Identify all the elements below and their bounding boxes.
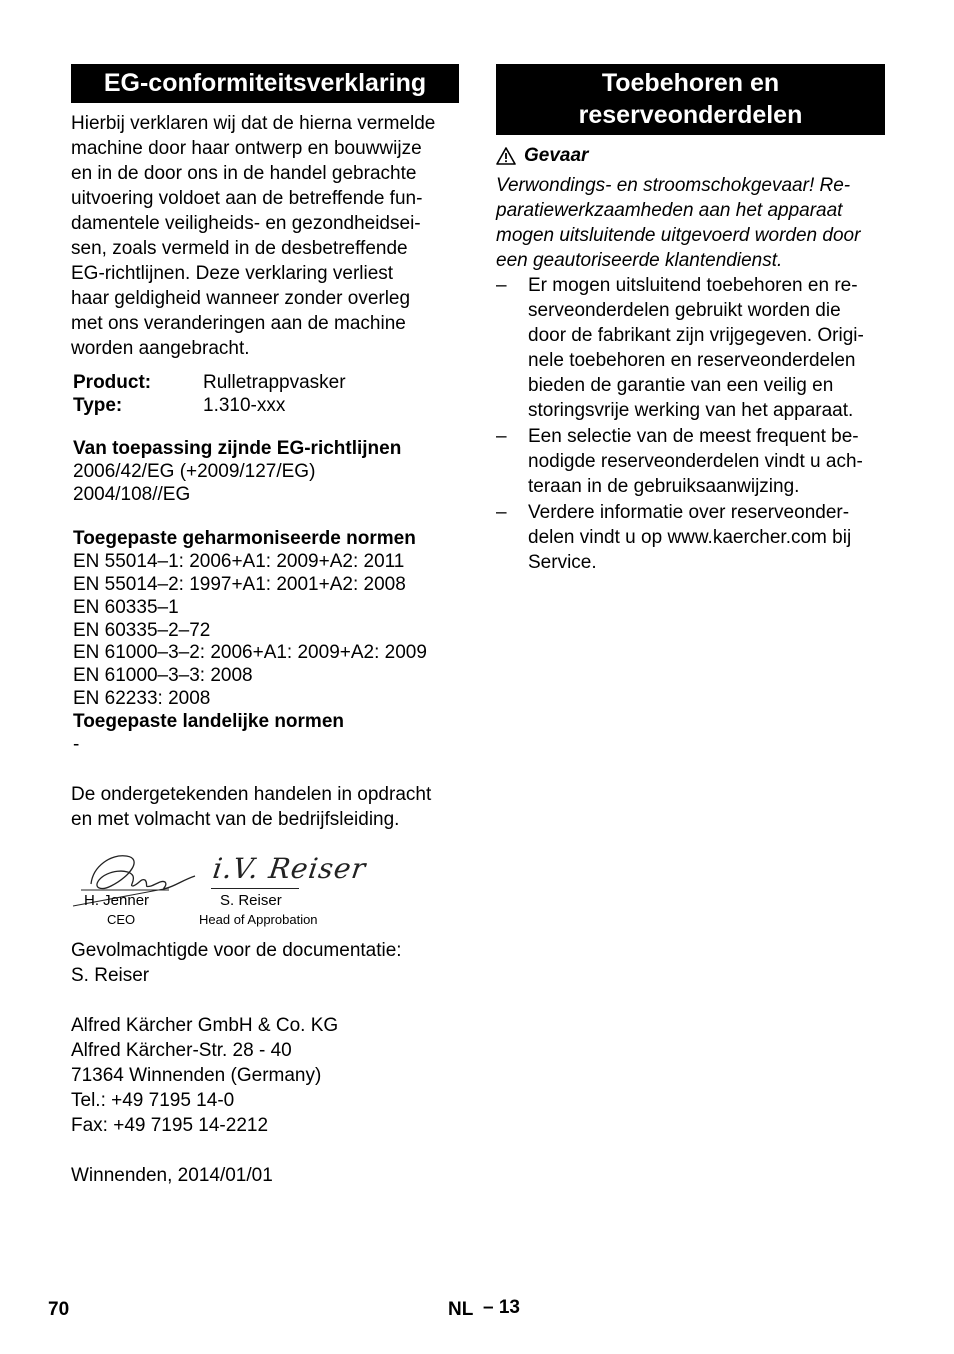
address-line: Alfred Kärcher GmbH & Co. KG (71, 1015, 339, 1037)
documentation-name: S. Reiser (71, 965, 150, 987)
conformity-section (71, 64, 459, 1188)
type-row (73, 394, 459, 417)
signers-statement: De ondergetekenden handelen in opdracht en met volmacht van de bedrijfsleiding. (71, 784, 432, 831)
norm-item: EN 60335–2–72 (73, 619, 211, 641)
product-row (73, 371, 459, 394)
section-page-number: – 13 (483, 1297, 520, 1318)
directive-item: 2006/42/EG (+2009/127/EG) (73, 460, 316, 482)
warning-text: Verwondings- en stroomschokgevaar! Re- paratiewerkzaamheden aan het apparaat mogen uitsluitende uitgevoerd worden door een geautoriseerde klantendienst. (496, 175, 861, 271)
national-norms-title: Toegepaste landelijke normen (73, 710, 345, 732)
norm-item: EN 60335–1 (73, 596, 179, 618)
page-number: 70 (48, 1299, 70, 1320)
warning-triangle-icon (496, 147, 516, 165)
product-value: Rulletrappvasker (203, 372, 346, 393)
signature-reiser: i.V. Reiser (210, 852, 369, 886)
place-date: Winnenden, 2014/01/01 (71, 1165, 273, 1187)
address-line: Tel.: +49 7195 14-0 (71, 1090, 235, 1112)
bullet-marker: – (496, 426, 507, 447)
bullet-marker: – (496, 275, 507, 296)
accessories-heading (496, 64, 885, 135)
signature-line-reiser (211, 888, 299, 889)
signer1-name: H. Jenner (84, 892, 150, 910)
product-label: Product: (73, 372, 152, 393)
signer2-name: S. Reiser (220, 892, 282, 910)
directive-item: 2004/108//EG (73, 483, 191, 505)
national-norms-value: - (73, 733, 80, 755)
conformity-heading: EG-conformiteitsverklaring (71, 64, 459, 103)
type-label: Type: (73, 395, 123, 416)
bullet-marker: – (496, 502, 507, 523)
list-item (496, 424, 885, 499)
list-item (496, 273, 885, 423)
norm-item: EN 61000–3–2: 2006+A1: 2009+A2: 2009 (73, 642, 427, 664)
bullet-list (496, 273, 885, 575)
warning-title-row (496, 143, 885, 168)
norm-item: EN 55014–2: 1997+A1: 2001+A2: 2008 (73, 573, 406, 595)
documentation-label: Gevolmachtigde voor de documentatie: (71, 940, 402, 962)
directives-title: Van toepassing zijnde EG-richtlijnen (73, 438, 402, 459)
language-code: NL (448, 1299, 474, 1320)
norm-item: EN 55014–1: 2006+A1: 2009+A2: 2011 (73, 551, 405, 573)
list-item (496, 500, 885, 575)
address-line: Alfred Kärcher-Str. 28 - 40 (71, 1040, 292, 1062)
bullet-text: Er mogen uitsluitend toebehoren en re- serveonderdelen gebruikt worden die door de fabrikant zijn vrijgegeven. Origi- nele toebehoren en reserveonderdelen bieden de garantie van een veilig en storingsvrije werking van het apparaat. (528, 275, 864, 421)
bullet-text: Een selectie van de meest frequent be- nodigde reserveonderdelen vindt u ach- teraan in de gebruiksaanwijzing. (528, 426, 863, 497)
signatures (71, 846, 459, 946)
warning-title: Gevaar (524, 145, 589, 166)
norm-item: EN 61000–3–3: 2008 (73, 665, 253, 687)
signer1-title: CEO (107, 912, 136, 928)
type-value: 1.310-xxx (203, 395, 286, 416)
bullet-text: Verdere informatie over reserveonder- delen vindt u op www.kaercher.com bij Service. (528, 502, 852, 573)
norms-title: Toegepaste geharmoniseerde normen (73, 528, 416, 550)
norm-item: EN 62233: 2008 (73, 687, 211, 709)
address-line: 71364 Winnenden (Germany) (71, 1065, 322, 1087)
address-line: Fax: +49 7195 14-2212 (71, 1115, 269, 1137)
company-address (71, 1013, 459, 1138)
accessories-section (496, 64, 885, 576)
accessories-heading-line1: Toebehoren en (601, 69, 780, 97)
signer2-title: Head of Approbation (199, 912, 318, 928)
accessories-heading-line2: reserveonderdelen (578, 101, 803, 129)
conformity-intro: Hierbij verklaren wij dat de hierna vermelde machine door haar ontwerp en bouwwijze en in de door ons in de handel gebrachte uitvoering voldoet aan de betreffende fun- damentele veiligheids- en gezondheidsei- sen, zoals vermeld in de desbetreffende EG-richtlijnen. Deze verklaring verliest haar geldigheid wanneer zonder overleg met ons veranderingen aan de machine worden aangebracht. (71, 113, 436, 359)
